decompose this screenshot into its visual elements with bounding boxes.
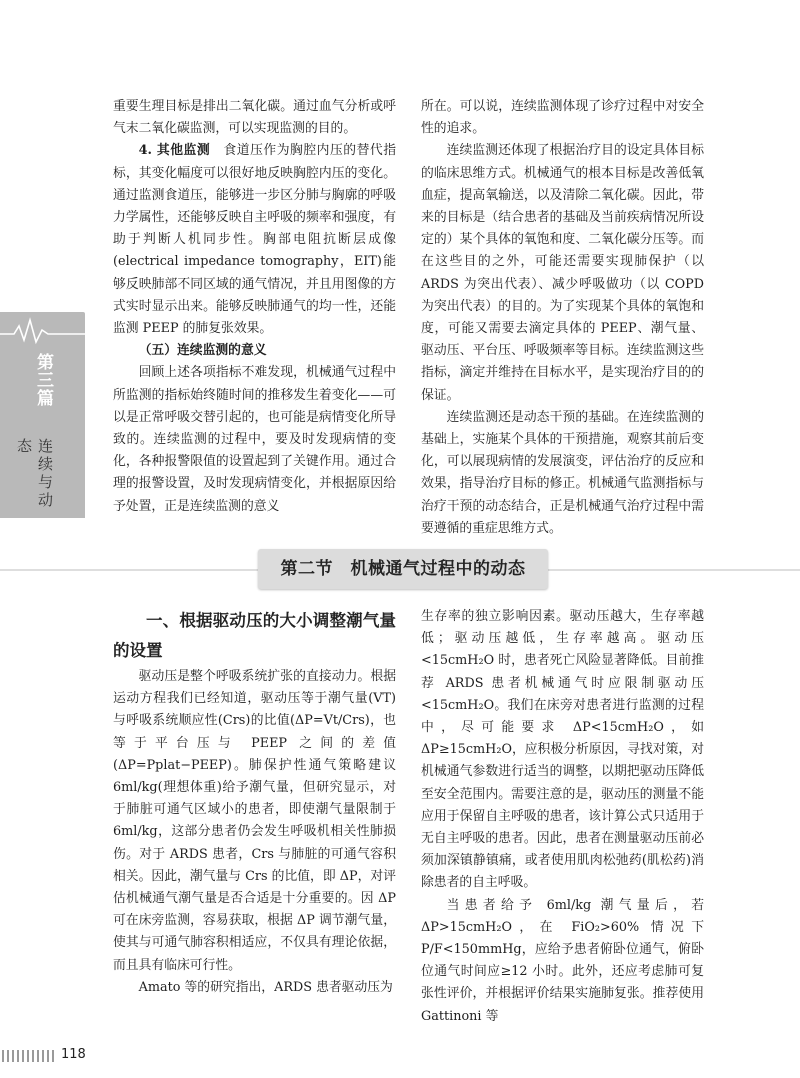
- section-banner: [258, 549, 548, 589]
- paragraph: [113, 140, 396, 340]
- paragraph: Amato 等的研究指出，ARDS 患者驱动压为: [138, 979, 393, 995]
- column-right-top: [421, 96, 704, 540]
- item-label: 4. 其他监测: [138, 143, 211, 159]
- item-text: 食道压作为胸腔内压的替代指标，其变化幅度可以很好地反映胸腔内压的变化。通过监测食道压，能够进一步区分肺与胸廓的呼吸力学属性，还能够反映自主呼吸的频率和强度，有助于判断人机同步性。胸部电阻抗断层成像(electrical impedance tomography，EIT)能够反映肺部不同区域的通气情况，并且用图像的方式实时显示出来。能够反映肺通气的均一性，还能监测 PEEP 的肺复张效果。: [113, 143, 397, 337]
- column-right-bottom: [421, 606, 704, 1028]
- paragraph: 连续监测还体现了根据治疗目的设定具体目标的临床思维方式。机械通气的根本目标是改善低氧血症，提高氧输送，以及清除二氧化碳。因此，带来的目标是（结合患者的基础及当前疾病情况所设定的）某个具体的氧饱和度、二氧化碳分压等。而在这些目的之外，可能还需要实现肺保护（以 ARDS 为突出代表）、减少呼吸做功（以 COPD 为突出代表）的目的。为了实现某个具体的氧饱和度，可能又需要去滴定具体的 PEEP、潮气量、驱动压、平台压、呼吸频率等目标。连续监测这些指标，滴定并维持在目标水平，是实现治疗目的的保证。: [421, 143, 704, 403]
- banner-title: 第二节 机械通气过程中的动态: [280, 559, 526, 579]
- paragraph: 重要生理目标是排出二氧化碳。通过血气分析或呼气末二氧化碳监测，可以实现监测的目的。: [113, 99, 396, 137]
- paragraph: 驱动压是整个呼吸系统扩张的直接动力。根据运动方程我们已经知道，驱动压等于潮气量(VT)与呼吸系统顺应性(Crs)的比值(ΔP=Vt/Crs)，也等于平台压与 PEEP 之间的差值(ΔP=Pplat−PEEP)。肺保护性通气策略建议 6ml/kg(理想体重)给予潮气量，但研究显示，对于肺脏可通气区域小的患者，即使潮气量限制于 6ml/kg，这部分患者仍会发生呼吸机相关性肺损伤。对于 ARDS 患者，Crs 与肺脏的可通气容积相关。因此，潮气量与 Crs 的比值，即 ΔP，对评估机械通气潮气量是否合适是十分重要的。因 ΔP 可在床旁监测，容易获取，根据 ΔP 调节潮气量，使其与可通气肺容积相适应，不仅具有理论依据，而且具有临床可行性。: [113, 669, 396, 973]
- paragraph: 回顾上述各项指标不难发现，机械通气过程中所监测的指标始终随时间的推移发生着变化——可以是正常呼吸交替引起的，也可能是病情变化所导致的。连续监测的过程中，要及时发现病情的变化，各种报警限值的设置起到了关键作用。通过合理的报警设置，及时发现病情变化，并根据原因给予处置，正是连续监测的意义: [113, 365, 396, 514]
- part-label: 第三篇: [33, 353, 53, 407]
- column-left-top: [113, 96, 396, 518]
- paragraph: 所在。可以说，连续监测体现了诊疗过程中对安全性的追求。: [421, 99, 704, 137]
- page-number: 118: [61, 1047, 86, 1062]
- footer-decoration: [0, 1048, 60, 1064]
- paragraph: 连续监测还是动态干预的基础。在连续监测的基础上，实施某个具体的干预措施，观察其前后变化，可以展现病情的发展演变，评估治疗的反应和效果，指导治疗目标的修正。机械通气监测指标与治疗干预的动态结合，正是机械通气治疗过程中需要遵循的重症思维方式。: [421, 409, 704, 536]
- section-heading: 一、根据驱动压的大小调整潮气量的设置: [113, 611, 396, 660]
- heartbeat-icon: [0, 312, 85, 352]
- column-left-bottom: [113, 606, 396, 999]
- paragraph: 生存率的独立影响因素。驱动压越大，生存率越低；驱动压越低，生存率越高。驱动压<15cmH₂O 时，患者死亡风险显著降低。目前推荐 ARDS 患者机械通气时应限制驱动压<15cmH₂O。我们在床旁对患者进行监测的过程中，尽可能要求 ΔP<15cmH₂O，如 ΔP≥15cmH₂O，应积极分析原因，寻找对策，对机械通气参数进行适当的调整，以期把驱动压降低至安全范围内。需要注意的是，驱动压的测量不能应用于保留自主呼吸的患者，该计算公式只适用于无自主呼吸的患者。因此，患者在测量驱动压前必须加深镇静镇痛，或者使用肌肉松弛药(肌松药)消除患者的自主呼吸。: [421, 609, 704, 891]
- paragraph: 当患者给予 6ml/kg 潮气量后，若 ΔP>15cmH₂O，在 FiO₂>60% 情况下 P/F<150mmHg，应给予患者俯卧位通气，俯卧位通气时间应≥12 小时。此外，还应考虑肺可复张性评价，并根据评价结果实施肺复张。推荐使用 Gattinoni 等: [421, 897, 704, 1024]
- section-title: 连续与动态: [15, 438, 54, 510]
- subheading: （五）连续监测的意义: [138, 343, 267, 359]
